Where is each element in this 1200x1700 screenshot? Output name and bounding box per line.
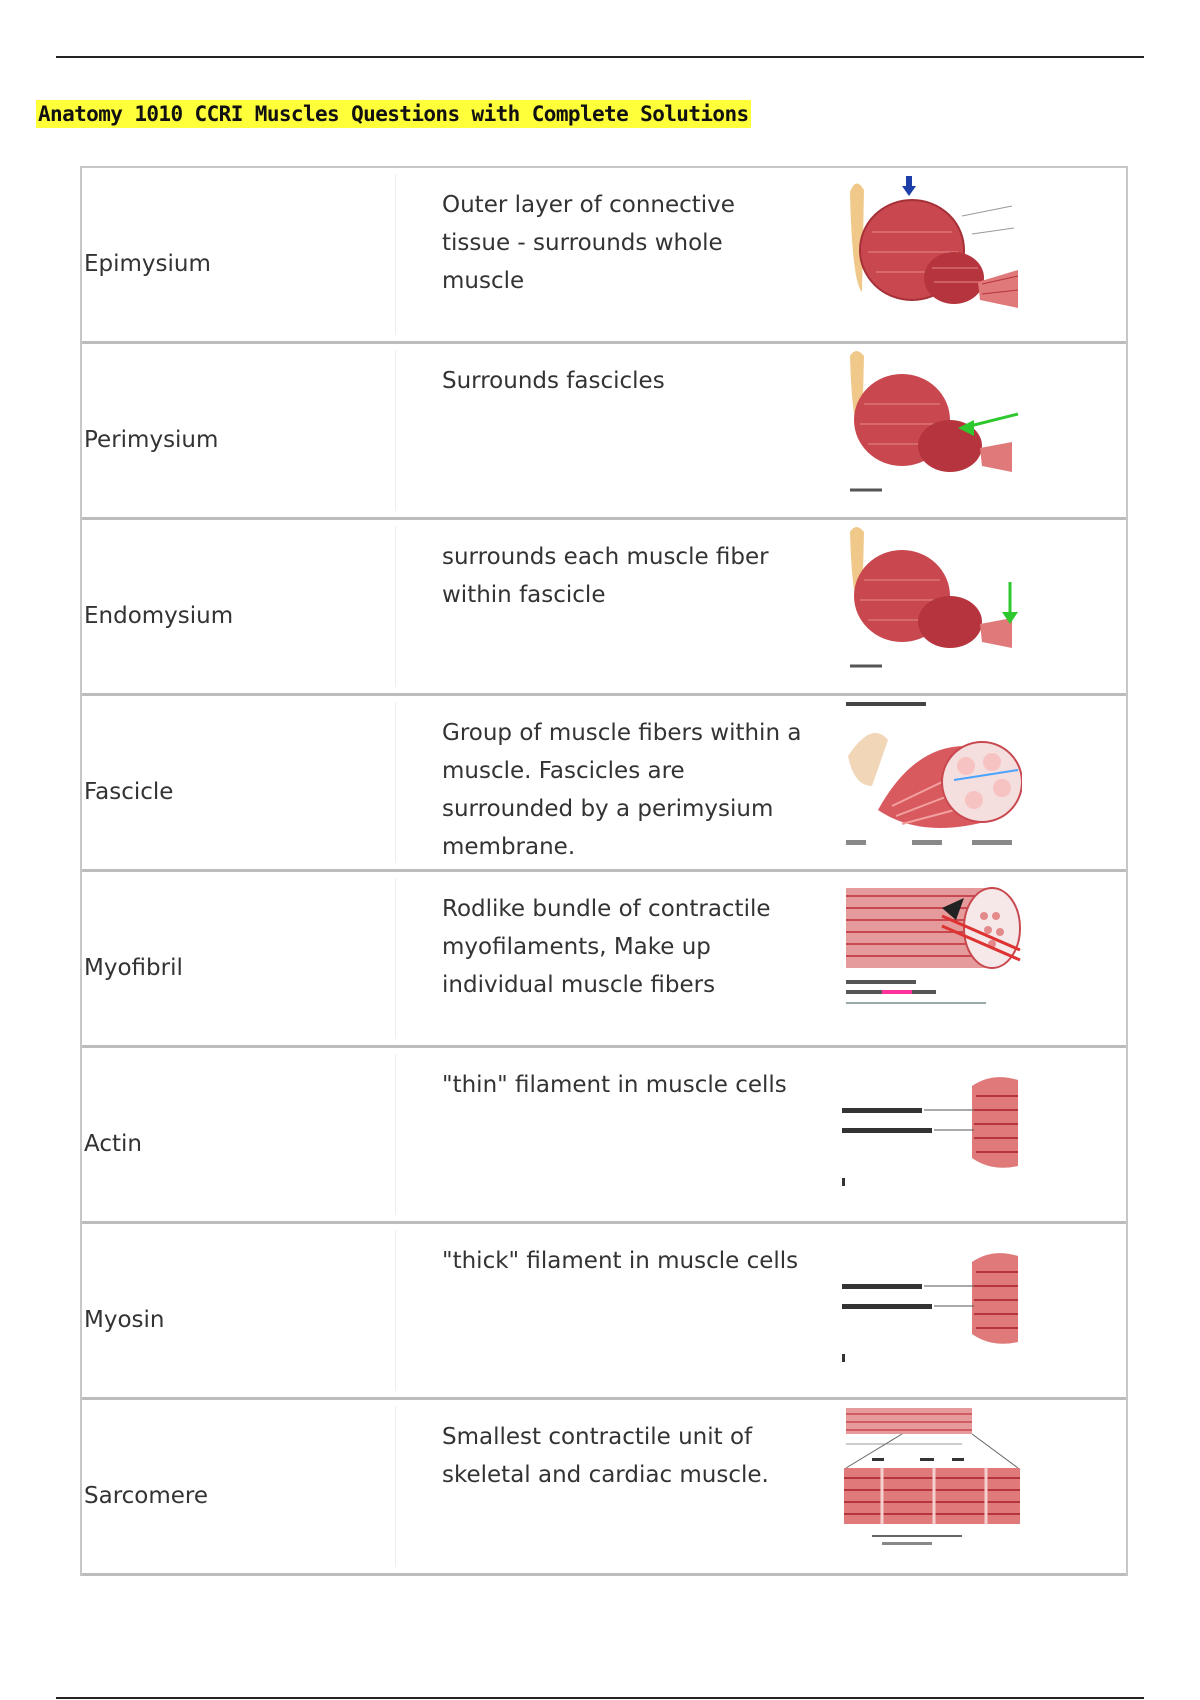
sarcomere-diagram-icon (842, 1404, 1022, 1564)
table-row (82, 1048, 1126, 1224)
definition-cell: Rodlike bundle of contractile myofilaments, Make up individual muscle fibers (442, 896, 771, 998)
document-title: Anatomy 1010 CCRI Muscles Questions with Complete Solutions (38, 102, 749, 126)
table-row (82, 1400, 1126, 1576)
table-row (82, 872, 1126, 1048)
flashcard-table (80, 166, 1128, 1576)
term-cell: Perimysium (84, 427, 219, 453)
table-row (82, 696, 1126, 872)
muscle-cross-section-icon (842, 524, 1022, 684)
header-rule (56, 56, 1144, 58)
term-cell: Epimysium (84, 251, 211, 277)
definition-cell: Smallest contractile unit of skeletal and cardiac muscle. (442, 1424, 769, 1488)
column-divider (395, 878, 396, 1039)
footer-rule (56, 1697, 1144, 1699)
definition-cell: "thick" filament in muscle cells (442, 1248, 799, 1274)
column-divider (395, 1230, 396, 1391)
filament-diagram-icon (842, 1228, 1022, 1388)
term-cell: Myosin (84, 1307, 165, 1333)
definition-cell: "thin" filament in muscle cells (442, 1072, 787, 1098)
table-row (82, 168, 1126, 344)
column-divider (395, 1406, 396, 1567)
table-row (82, 1224, 1126, 1400)
definition-cell: Group of muscle fibers within a muscle. Fascicles are surrounded by a perimysium membrane. (442, 720, 802, 860)
fascicle-diagram-icon (842, 700, 1022, 860)
term-cell: Myofibril (84, 955, 183, 981)
muscle-cross-section-icon (842, 348, 1022, 508)
column-divider (395, 174, 396, 335)
column-divider (395, 702, 396, 863)
definition-cell: Surrounds fascicles (442, 368, 665, 394)
table-row (82, 344, 1126, 520)
filament-diagram-icon (842, 1052, 1022, 1212)
term-cell: Actin (84, 1131, 142, 1157)
column-divider (395, 1054, 396, 1215)
definition-cell: Outer layer of connective tissue - surrounds whole muscle (442, 192, 735, 294)
muscle-cross-section-icon (842, 172, 1022, 332)
myofibril-diagram-icon (842, 876, 1022, 1036)
table-row (82, 520, 1126, 696)
column-divider (395, 350, 396, 511)
term-cell: Sarcomere (84, 1483, 209, 1509)
definition-cell: surrounds each muscle fiber within fascicle (442, 544, 769, 608)
term-cell: Endomysium (84, 603, 234, 629)
term-cell: Fascicle (84, 779, 174, 805)
column-divider (395, 526, 396, 687)
